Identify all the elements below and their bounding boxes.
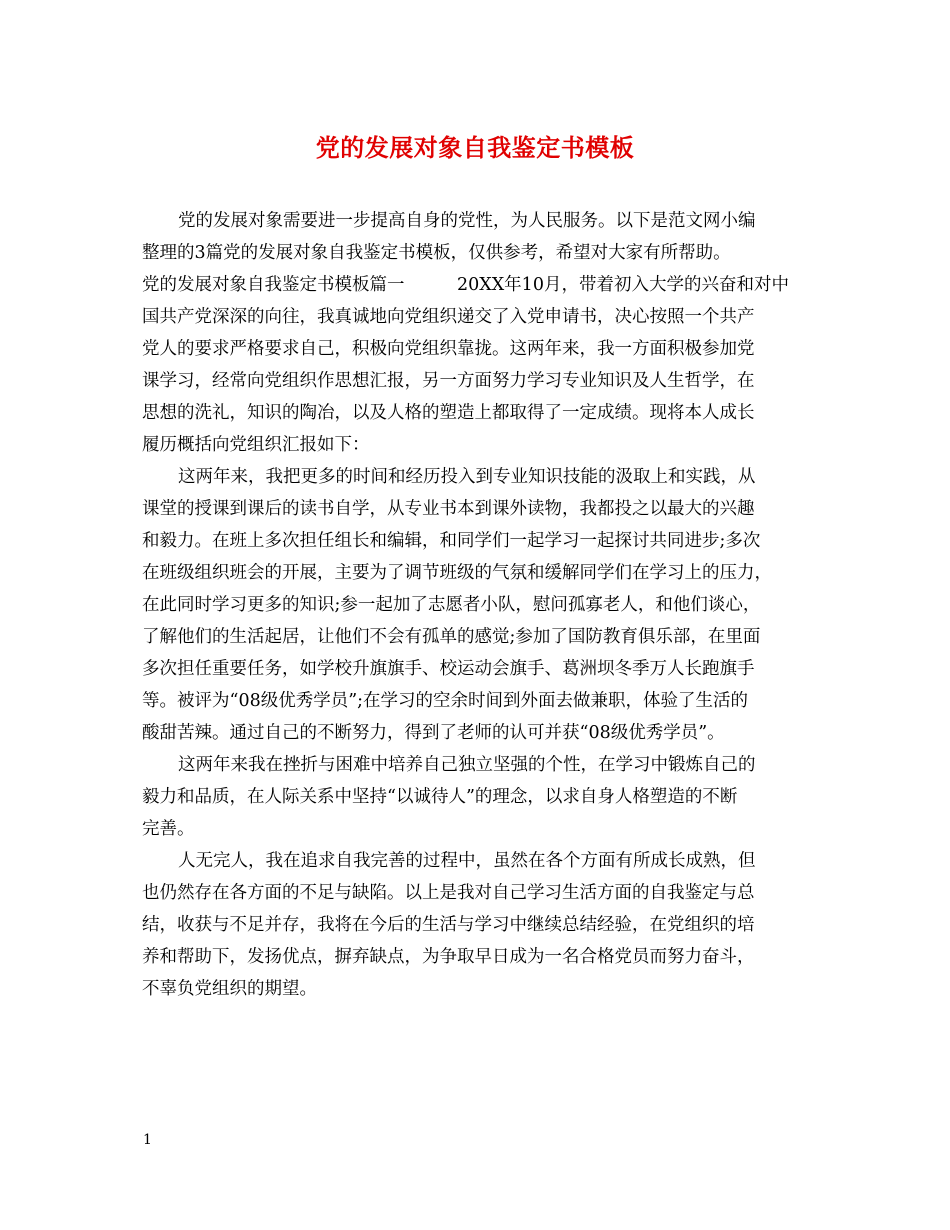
body-line: 国共产党深深的向往，我真诚地向党组织递交了入党申请书，决心按照一个共产 (142, 307, 755, 327)
body-line: 党的发展对象需要进一步提高自身的党性，为人民服务。以下是范文网小编 (178, 211, 756, 231)
body-line: 在班级组织班会的开展，主要为了调节班级的气氛和缓解同学们在学习上的压力， (142, 563, 772, 583)
body-line: 养和帮助下，发扬优点，摒弃缺点，为争取早日成为一名合格党员而努力奋斗， (142, 947, 755, 967)
body-line: 课堂的授课到课后的读书自学，从专业书本到课外读物，我都投之以最大的兴趣 (142, 499, 755, 519)
page-number: 1 (143, 1132, 152, 1148)
body-line: 履历概括向党组织汇报如下： (142, 435, 370, 455)
body-line: 在此同时学习更多的知识;参一起加了志愿者小队，慰问孤寡老人，和他们谈心， (142, 595, 761, 615)
body-line: 多次担任重要任务，如学校升旗旗手、校运动会旗手、葛洲坝冬季万人长跑旗手 (142, 659, 755, 679)
document-body (142, 205, 810, 1005)
body-line: 课学习，经常向党组织作思想汇报，另一方面努力学习专业知识及人生哲学，在 (142, 371, 755, 391)
body-line: 党的发展对象自我鉴定书模板篇一 20XX年10月，带着初入大学的兴奋和对中 (142, 275, 789, 295)
body-line: 思想的洗礼，知识的陶冶，以及人格的塑造上都取得了一定成绩。现将本人成长 (142, 403, 755, 423)
body-line: 人无完人，我在追求自我完善的过程中，虽然在各个方面有所成长成熟，但 (178, 851, 756, 871)
body-line: 这两年来我在挫折与困难中培养自己独立坚强的个性，在学习中锻炼自己的 (178, 755, 756, 775)
document-title: 党的发展对象自我鉴定书模板 (315, 133, 635, 162)
body-line: 也仍然存在各方面的不足与缺陷。以上是我对自己学习生活方面的自我鉴定与总 (142, 883, 755, 903)
body-line: 完善。 (142, 819, 195, 839)
body-line: 酸甜苦辣。通过自己的不断努力，得到了老师的认可并获“08级优秀学员”。 (142, 723, 725, 743)
body-line: 不辜负党组织的期望。 (142, 979, 317, 999)
body-line: 整理的3篇党的发展对象自我鉴定书模板，仅供参考，希望对大家有所帮助。 (142, 243, 731, 263)
body-line: 和毅力。在班上多次担任组长和编辑，和同学们一起学习一起探讨共同进步;多次 (142, 531, 761, 551)
body-line: 毅力和品质，在人际关系中坚持“以诚待人”的理念，以求自身人格塑造的不断 (142, 787, 738, 807)
body-line: 结，收获与不足并存，我将在今后的生活与学习中继续总结经验，在党组织的培 (142, 915, 755, 935)
body-line: 党人的要求严格要求自己，积极向党组织靠拢。这两年来，我一方面积极参加党 (142, 339, 755, 359)
body-line: 了解他们的生活起居，让他们不会有孤单的感觉;参加了国防教育俱乐部，在里面 (142, 627, 761, 647)
body-line: 这两年来，我把更多的时间和经历投入到专业知识技能的汲取上和实践，从 (178, 467, 756, 487)
body-line: 等。被评为“08级优秀学员”;在学习的空余时间到外面去做兼职，体验了生活的 (142, 691, 749, 711)
